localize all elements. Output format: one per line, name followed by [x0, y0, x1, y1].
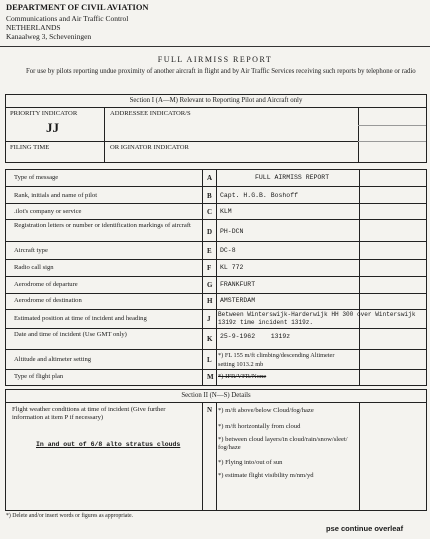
section1-heading-box	[5, 94, 427, 108]
row-b-label: Rank, initials and name of pilot	[14, 192, 98, 199]
country-name: NETHERLANDS	[6, 23, 61, 32]
row-g-letter: G	[207, 281, 213, 289]
row-j-label: Estimated position at time of incident and heading	[14, 315, 147, 322]
row-k-label: Date and time of incident (Use GMT only)	[14, 331, 127, 338]
row-l-letter: L	[207, 356, 212, 364]
row-a-letter: A	[207, 174, 213, 182]
priority-value[interactable]: JJ	[46, 120, 59, 135]
row-b-letter: B	[207, 192, 212, 200]
row-c-value[interactable]: KLM	[220, 208, 232, 215]
row-m-letter: M	[207, 373, 214, 381]
row-f-letter: F	[207, 264, 212, 272]
n-option-2[interactable]: *) m/ft horizontally from cloud	[218, 423, 301, 430]
row-g-value[interactable]: FRANKFURT	[220, 281, 256, 288]
row-a-value[interactable]: FULL AIRMISS REPORT	[255, 174, 330, 181]
section2-heading: Section II (N—S) Details	[181, 392, 251, 399]
section1-heading: Section I (A—M) Relevant to Reporting Pilot and Aircraft only	[129, 97, 303, 104]
row-l-label: Altitude and altimeter setting	[14, 356, 92, 363]
priority-label: PRIORITY INDICATOR	[10, 110, 78, 117]
n-option-4[interactable]: *) Flying into/out of sun	[218, 459, 283, 466]
row-h-value[interactable]: AMSTERDAM	[220, 297, 256, 304]
row-a-label: Type of message	[14, 174, 59, 181]
n-letter: N	[207, 406, 213, 414]
dept-name: Communications and Air Traffic Control	[6, 14, 129, 23]
row-f-value[interactable]: KL 772	[220, 264, 244, 271]
n-option-5[interactable]: *) estimate flight visibility m/nm/yd	[218, 472, 314, 479]
continue-note: pse continue overleaf	[326, 524, 404, 533]
row-c-label: .ilot's company or service	[14, 208, 82, 215]
intro-text: For use by pilots reporting undue proximity of another aircraft in flight and by Air Traffic Services receiving such reports by telephone or radio	[26, 68, 416, 75]
row-d-label: Registration letters or number or identification markings of aircraft	[14, 222, 191, 229]
row-f-label: Radio call sign	[14, 264, 54, 271]
row-j-letter: J	[207, 315, 211, 323]
row-k-value[interactable]: 25-9-1962 1319z	[220, 333, 291, 340]
row-e-value[interactable]: DC-8	[220, 247, 236, 254]
row-m-label: Type of flight plan	[14, 373, 64, 380]
header-divider	[0, 46, 430, 47]
row-j-value[interactable]: Between Winterswijk-Harderwijk HH 300 over Winterswijk 1319z time incident 1319z.	[218, 311, 416, 326]
row-h-label: Aerodrome of destination	[14, 297, 82, 304]
row-c-letter: C	[207, 208, 213, 216]
address: Kanaalweg 3, Scheveningen	[6, 32, 92, 41]
row-m-value[interactable]: *) IFR/VFR/None	[218, 373, 267, 380]
form-title: FULL AIRMISS REPORT	[157, 55, 273, 64]
rows-table	[5, 169, 427, 386]
indicator-block	[5, 107, 427, 163]
row-d-value[interactable]: PH-DCN	[220, 228, 244, 235]
row-g-label: Aerodrome of departure	[14, 281, 78, 288]
row-l-value[interactable]: *) FL 155 m/ft climbing/descending Altimeter setting 1013.2 mb	[218, 352, 335, 368]
org-name: DEPARTMENT OF CIVIL AVIATION	[6, 2, 149, 12]
row-e-letter: E	[207, 247, 212, 255]
n-option-3[interactable]: *) between cloud layers/in cloud/rain/snow/sleet/ fog/haze	[218, 436, 348, 451]
row-h-letter: H	[207, 297, 213, 305]
row-k-letter: K	[207, 335, 213, 343]
n-typed[interactable]: In and out of 6/8 alto stratus clouds	[36, 441, 181, 448]
row-d-letter: D	[207, 228, 213, 236]
row-b-value[interactable]: Capt. H.G.B. Boshoff	[220, 192, 299, 199]
n-option-1[interactable]: *) m/ft above/below Cloud/fog/haze	[218, 407, 314, 414]
footnote: *) Delete and/or insert words or figures as appropriate.	[6, 513, 134, 519]
n-label: Flight weather conditions at time of incident (Give further information at item P if necessary)	[12, 406, 166, 421]
addressee-label: ADDRESSEE INDICATOR/S	[110, 110, 191, 117]
section2-heading-box	[5, 389, 427, 403]
originator-label: OR IGINATOR INDICATOR	[110, 144, 189, 151]
row-e-label: Aircraft type	[14, 247, 48, 254]
filing-label: FILING TIME	[10, 144, 50, 151]
